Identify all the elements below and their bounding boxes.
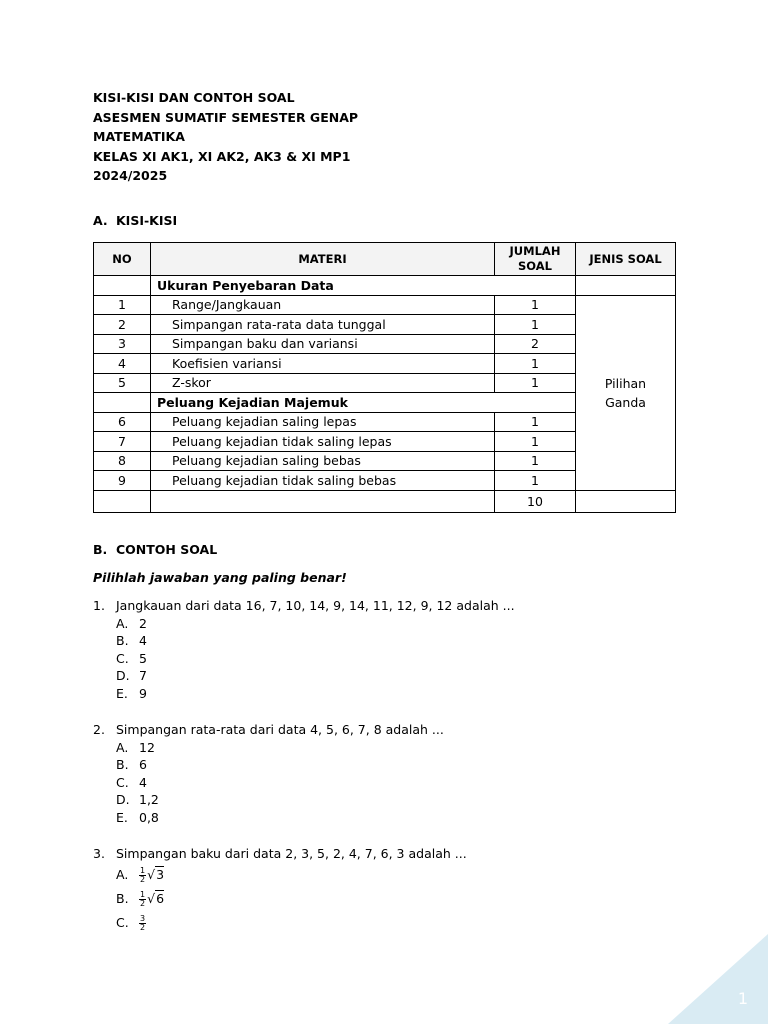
row-jumlah: 1 <box>495 451 576 471</box>
header-jenis: JENIS SOAL <box>576 243 676 276</box>
row-materi: Simpangan baku dan variansi <box>151 334 495 354</box>
option-b: B. 4 <box>116 633 147 649</box>
option-c: C. 5 <box>116 650 147 666</box>
section-a-heading: A. KISI-KISI <box>93 213 178 228</box>
row-materi: Peluang kejadian tidak saling bebas <box>151 471 495 491</box>
option-a: A. $\frac{1}{2}$ √3 <box>116 865 165 884</box>
option-e: E. 9 <box>116 685 147 701</box>
page-number: 1 <box>737 989 748 1008</box>
header-title: KISI-KISI DAN CONTOH SOAL <box>93 90 295 105</box>
table-row <box>94 295 676 315</box>
header-no: NO <box>94 243 151 276</box>
option-d: D. 7 <box>116 668 147 684</box>
question-number: 3. <box>93 846 105 861</box>
row-jumlah: 1 <box>495 315 576 335</box>
header-year: 2024/2025 <box>93 168 168 183</box>
row-jumlah: 1 <box>495 373 576 393</box>
section-b-heading: B. CONTOH SOAL <box>93 542 218 557</box>
option-c: C. 4 <box>116 774 147 790</box>
option-a: A. 12 <box>116 739 155 755</box>
total-jumlah: 10 <box>495 490 576 512</box>
row-no: 7 <box>94 432 151 452</box>
header-jumlah: JUMLAH SOAL <box>495 243 576 276</box>
option-a: A. 2 <box>116 615 147 631</box>
question-text: Simpangan baku dari data 2, 3, 5, 2, 4, 7, 6, 3 adalah ... <box>116 846 467 861</box>
question-2 <box>93 721 693 827</box>
question-number: 2. <box>93 722 105 737</box>
corner-decoration <box>668 934 768 1024</box>
document-header <box>93 88 358 186</box>
question-text: Jangkauan dari data 16, 7, 10, 14, 9, 14, 11, 12, 9, 12 adalah ... <box>116 598 515 613</box>
kisi-kisi-table <box>93 242 676 513</box>
table-header-row <box>94 243 676 276</box>
row-no: 5 <box>94 373 151 393</box>
group-title: Ukuran Penyebaran Data <box>151 276 576 296</box>
row-materi: Peluang kejadian saling bebas <box>151 451 495 471</box>
question-1 <box>93 597 693 703</box>
row-no: 9 <box>94 471 151 491</box>
instruction-text: Pilihlah jawaban yang paling benar! <box>93 570 347 585</box>
total-row <box>94 490 676 512</box>
sqrt-sign: √ <box>147 890 156 906</box>
question-number: 1. <box>93 598 105 613</box>
row-materi: Peluang kejadian tidak saling lepas <box>151 432 495 452</box>
row-materi: Peluang kejadian saling lepas <box>151 412 495 432</box>
jenis-soal-cell: Pilihan Ganda <box>576 295 676 490</box>
row-no: 4 <box>94 354 151 374</box>
row-jumlah: 1 <box>495 295 576 315</box>
row-no: 6 <box>94 412 151 432</box>
sqrt-sign: √ <box>147 866 156 882</box>
row-jumlah: 1 <box>495 354 576 374</box>
row-jumlah: 1 <box>495 432 576 452</box>
option-e: E. 0,8 <box>116 809 159 825</box>
header-materi: MATERI <box>151 243 495 276</box>
group-title: Peluang Kejadian Majemuk <box>151 393 576 413</box>
row-no: 1 <box>94 295 151 315</box>
fraction: $\frac{1}{2}$ <box>140 889 146 908</box>
option-b: B. 6 <box>116 757 147 773</box>
option-c: C. $\frac{3}{2}$ <box>116 913 146 932</box>
row-no: 2 <box>94 315 151 335</box>
option-b: B. $\frac{1}{2}$ √6 <box>116 889 165 908</box>
row-jumlah: 1 <box>495 412 576 432</box>
fraction: $\frac{3}{2}$ <box>140 913 146 932</box>
fraction: $\frac{1}{2}$ <box>140 865 146 884</box>
question-3 <box>93 845 693 935</box>
group-row <box>94 276 676 296</box>
row-materi: Simpangan rata-rata data tunggal <box>151 315 495 335</box>
row-no: 3 <box>94 334 151 354</box>
row-materi: Z-skor <box>151 373 495 393</box>
row-no: 8 <box>94 451 151 471</box>
row-materi: Range/Jangkauan <box>151 295 495 315</box>
row-jumlah: 2 <box>495 334 576 354</box>
row-materi: Koefisien variansi <box>151 354 495 374</box>
option-d: D. 1,2 <box>116 792 159 808</box>
question-text: Simpangan rata-rata dari data 4, 5, 6, 7, 8 adalah ... <box>116 722 444 737</box>
header-exam: ASESMEN SUMATIF SEMESTER GENAP <box>93 109 359 125</box>
header-subject: MATEMATIKA <box>93 129 185 144</box>
row-jumlah: 1 <box>495 471 576 491</box>
header-class: KELAS XI AK1, XI AK2, AK3 & XI MP1 <box>93 148 351 164</box>
